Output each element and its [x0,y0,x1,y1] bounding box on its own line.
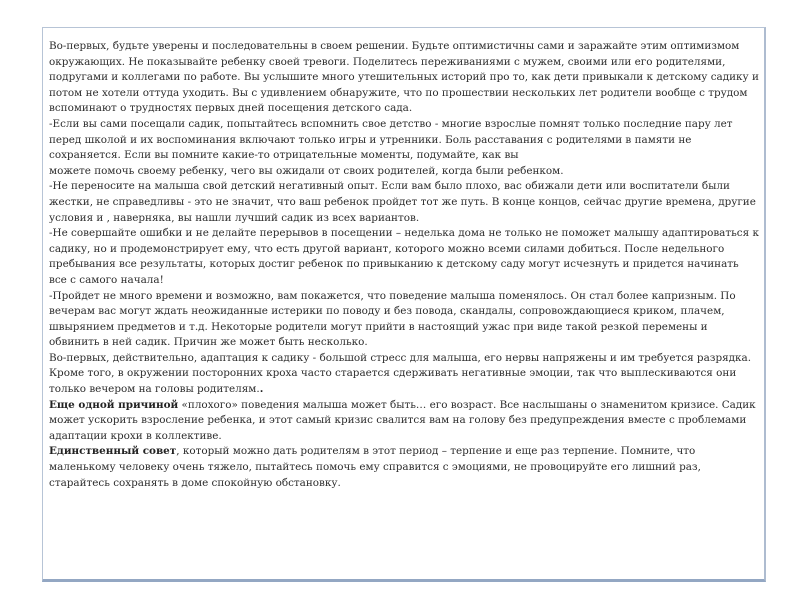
paragraph-text: -Пройдет не много времени и возможно, вам покажется, что поведение малыша поменялось. Он стал более капризным. По вечерам вас могут ждать неожиданные истерики по поводу и без повода, скандалы, сопровождающиеся криком, плачем, швырянием предметов и т.д. Некоторые родители могут прийти в настоящий ужас при виде такой резкой перемены и обвинить в ней садик. Причин же может быть несколько. [49,289,736,349]
paragraph-lead-bold: Еще одной причиной [49,398,179,411]
paragraph-end-period: . [259,383,264,396]
paragraph-text: -Не совершайте ошибки и не делайте перерывов в посещении – неделька дома не только не поможет малышу адаптироваться к садику, но и продемонстрирует ему, что есть другой вариант, которого можно всеми силами добиться. После недельного пребывания все результаты, которых достиг ребенок по привыканию к детскому саду могут исчезнуть и придется начинать все с самого начала! [49,227,759,286]
paragraph-text: «плохого» поведения малыша может быть… его возраст. Все наслышаны о знаменитом кризисе. Садик может ускорить взросление ребенка, и этот самый кризис свалится вам на голову без предупреждения вместе с проблемами адаптации крохи в коллективе. [49,398,756,442]
paragraph-4 [49,179,759,226]
slide-frame [42,27,766,582]
paragraph-text: , который можно дать родителям в этот период – терпение и еще раз терпение. Помните, что маленькому человеку очень тяжело, пытайтесь помочь ему справится с эмоциями, не провоцируйте его лишний раз, старайтесь сохранять в доме спокойную обстановку. [49,445,701,489]
paragraph-9 [49,444,759,491]
article-text [49,39,759,491]
paragraph-lead-bold: Единственный совет [49,445,177,458]
paragraph-3 [49,164,759,180]
paragraph-text: Во-первых, будьте уверены и последовательны в своем решении. Будьте оптимистичны сами и заражайте этим оптимизмом окружающих. Не показывайте ребенку своей тревоги. Поделитесь переживаниями с мужем, своими или его родителями, подругами и коллегами по работе. Вы услышите много утешительных историй про то, как дети привыкали к детскому садику и потом не хотели оттуда уходить. Вы с удивлением обнаружите, что по прошествии нескольких лет родители вообще с трудом вспоминают о трудностях первых дней посещения детского сада. [49,40,759,115]
paragraph-7 [49,351,759,398]
paragraph-text: -Если вы сами посещали садик, попытайтесь вспомнить свое детство - многие взрослые помнят только последние пару лет перед школой и их воспоминания включают только игры и утренники. Боль расставания с родителями в памяти не сохраняется. Если вы помните какие-то отрицательные моменты, подумайте, как вы [49,117,733,162]
paragraph-2 [49,117,759,164]
paragraph-text: можете помочь своему ребенку, чего вы ожидали от своих родителей, когда были ребенком. [49,164,564,177]
paragraph-6 [49,289,759,351]
paragraph-text: Во-первых, действительно, адаптация к садику - большой стресс для малыша, его нервы напряжены и им требуется разрядка. Кроме того, в окружении посторонних кроха часто старается сдерживать негативные эмоции, так что выплескиваются они только вечером на головы родителям. [49,351,752,396]
paragraph-8 [49,398,759,445]
paragraph-text: -Не переносите на малыша свой детский негативный опыт. Если вам было плохо, вас обижали дети или воспитатели были жестки, не справедливы - это не значит, что ваш ребенок пройдет тот же путь. В конце концов, сейчас другие времена, другие условия и , наверняка, вы нашли лучший садик из всех вариантов. [49,180,756,224]
paragraph-1 [49,39,759,117]
paragraph-5 [49,226,759,288]
